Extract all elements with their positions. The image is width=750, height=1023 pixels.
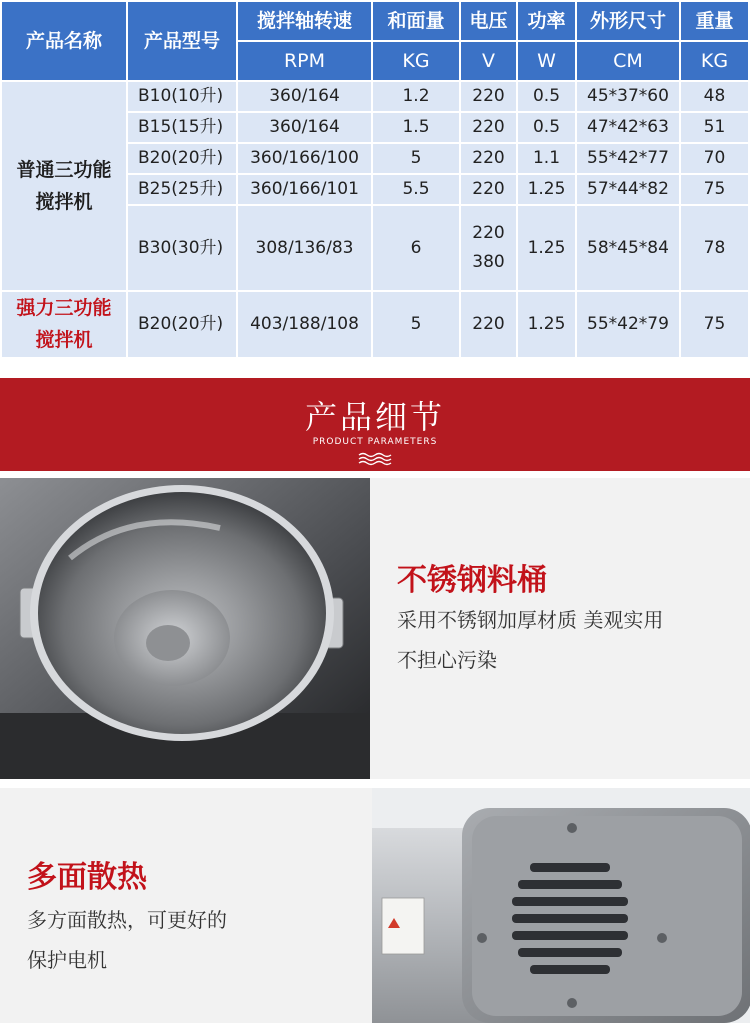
cell-size: 58*45*84	[577, 206, 679, 290]
header-rpm: 搅拌轴转速	[238, 2, 371, 40]
cell-capacity: 5	[373, 144, 459, 173]
cell-model: B20(20升)	[128, 292, 236, 357]
cell-voltage: 220	[461, 82, 516, 111]
cell-voltage	[461, 206, 516, 290]
cell-voltage: 220	[461, 144, 516, 173]
cell-model: B20(20升)	[128, 144, 236, 173]
header-weight: 重量	[681, 2, 748, 40]
cell-power: 0.5	[518, 113, 575, 142]
cell-size: 47*42*63	[577, 113, 679, 142]
header-capacity-unit: KG	[373, 42, 459, 80]
feature-title: 多面散热	[27, 860, 147, 895]
cell-weight: 75	[681, 292, 748, 357]
cell-rpm: 360/166/101	[238, 175, 371, 204]
header-power: 功率	[518, 2, 575, 40]
cell-power: 1.25	[518, 175, 575, 204]
cell-model: B15(15升)	[128, 113, 236, 142]
cell-size: 55*42*77	[577, 144, 679, 173]
cell-voltage: 220	[461, 292, 516, 357]
motor-housing-photo	[372, 788, 750, 1023]
header-voltage: 电压	[461, 2, 516, 40]
cell-rpm: 403/188/108	[238, 292, 371, 357]
section-banner	[0, 378, 750, 471]
cell-weight: 51	[681, 113, 748, 142]
bowl-photo	[0, 478, 370, 779]
cell-voltage: 220	[461, 175, 516, 204]
cell-capacity: 1.2	[373, 82, 459, 111]
cell-capacity: 1.5	[373, 113, 459, 142]
cell-rpm: 308/136/83	[238, 206, 371, 290]
feature-stainless-bowl	[0, 478, 750, 779]
cell-capacity: 6	[373, 206, 459, 290]
feature-desc-line: 保护电机	[27, 948, 107, 972]
feature-desc-line: 采用不锈钢加厚材质 美观实用	[397, 608, 664, 632]
feature-heat-dissipation	[0, 788, 750, 1023]
cell-weight: 78	[681, 206, 748, 290]
cell-size: 45*37*60	[577, 82, 679, 111]
feature-desc-line: 多方面散热，可更好的	[27, 908, 227, 932]
motor-vent-image	[372, 788, 750, 1023]
cell-power: 1.25	[518, 206, 575, 290]
header-rpm-unit: RPM	[238, 42, 371, 80]
header-model: 产品型号	[128, 2, 236, 80]
cell-model: B10(10升)	[128, 82, 236, 111]
header-power-unit: W	[518, 42, 575, 80]
spec-table	[0, 0, 750, 359]
table-row	[2, 292, 748, 357]
product-name-heavy-duty: 强力三功能 搅拌机	[2, 292, 126, 357]
header-weight-unit: KG	[681, 42, 748, 80]
section-subtitle: PRODUCT PARAMETERS	[312, 437, 438, 447]
feature-desc-line: 不担心污染	[397, 648, 497, 672]
feature-title: 不锈钢料桶	[397, 563, 547, 598]
cell-rpm: 360/166/100	[238, 144, 371, 173]
cell-voltage: 220	[461, 113, 516, 142]
header-size-unit: CM	[577, 42, 679, 80]
table-row	[2, 82, 748, 111]
cell-rpm: 360/164	[238, 113, 371, 142]
section-title: 产品细节	[304, 398, 445, 436]
voltage-option: 380	[472, 252, 505, 272]
wave-ornament-icon	[357, 452, 393, 466]
voltage-option: 220	[472, 223, 505, 244]
cell-weight: 70	[681, 144, 748, 173]
cell-power: 1.1	[518, 144, 575, 173]
cell-weight: 75	[681, 175, 748, 204]
cell-power: 1.25	[518, 292, 575, 357]
cell-size: 57*44*82	[577, 175, 679, 204]
header-product-name: 产品名称	[2, 2, 126, 80]
product-name-standard: 普通三功能 搅拌机	[2, 82, 126, 290]
cell-weight: 48	[681, 82, 748, 111]
cell-size: 55*42*79	[577, 292, 679, 357]
header-size: 外形尺寸	[577, 2, 679, 40]
cell-rpm: 360/164	[238, 82, 371, 111]
cell-model: B30(30升)	[128, 206, 236, 290]
cell-model: B25(25升)	[128, 175, 236, 204]
cell-capacity: 5.5	[373, 175, 459, 204]
cell-power: 0.5	[518, 82, 575, 111]
cell-capacity: 5	[373, 292, 459, 357]
header-capacity: 和面量	[373, 2, 459, 40]
stainless-bowl-image	[0, 478, 370, 779]
header-voltage-unit: V	[461, 42, 516, 80]
